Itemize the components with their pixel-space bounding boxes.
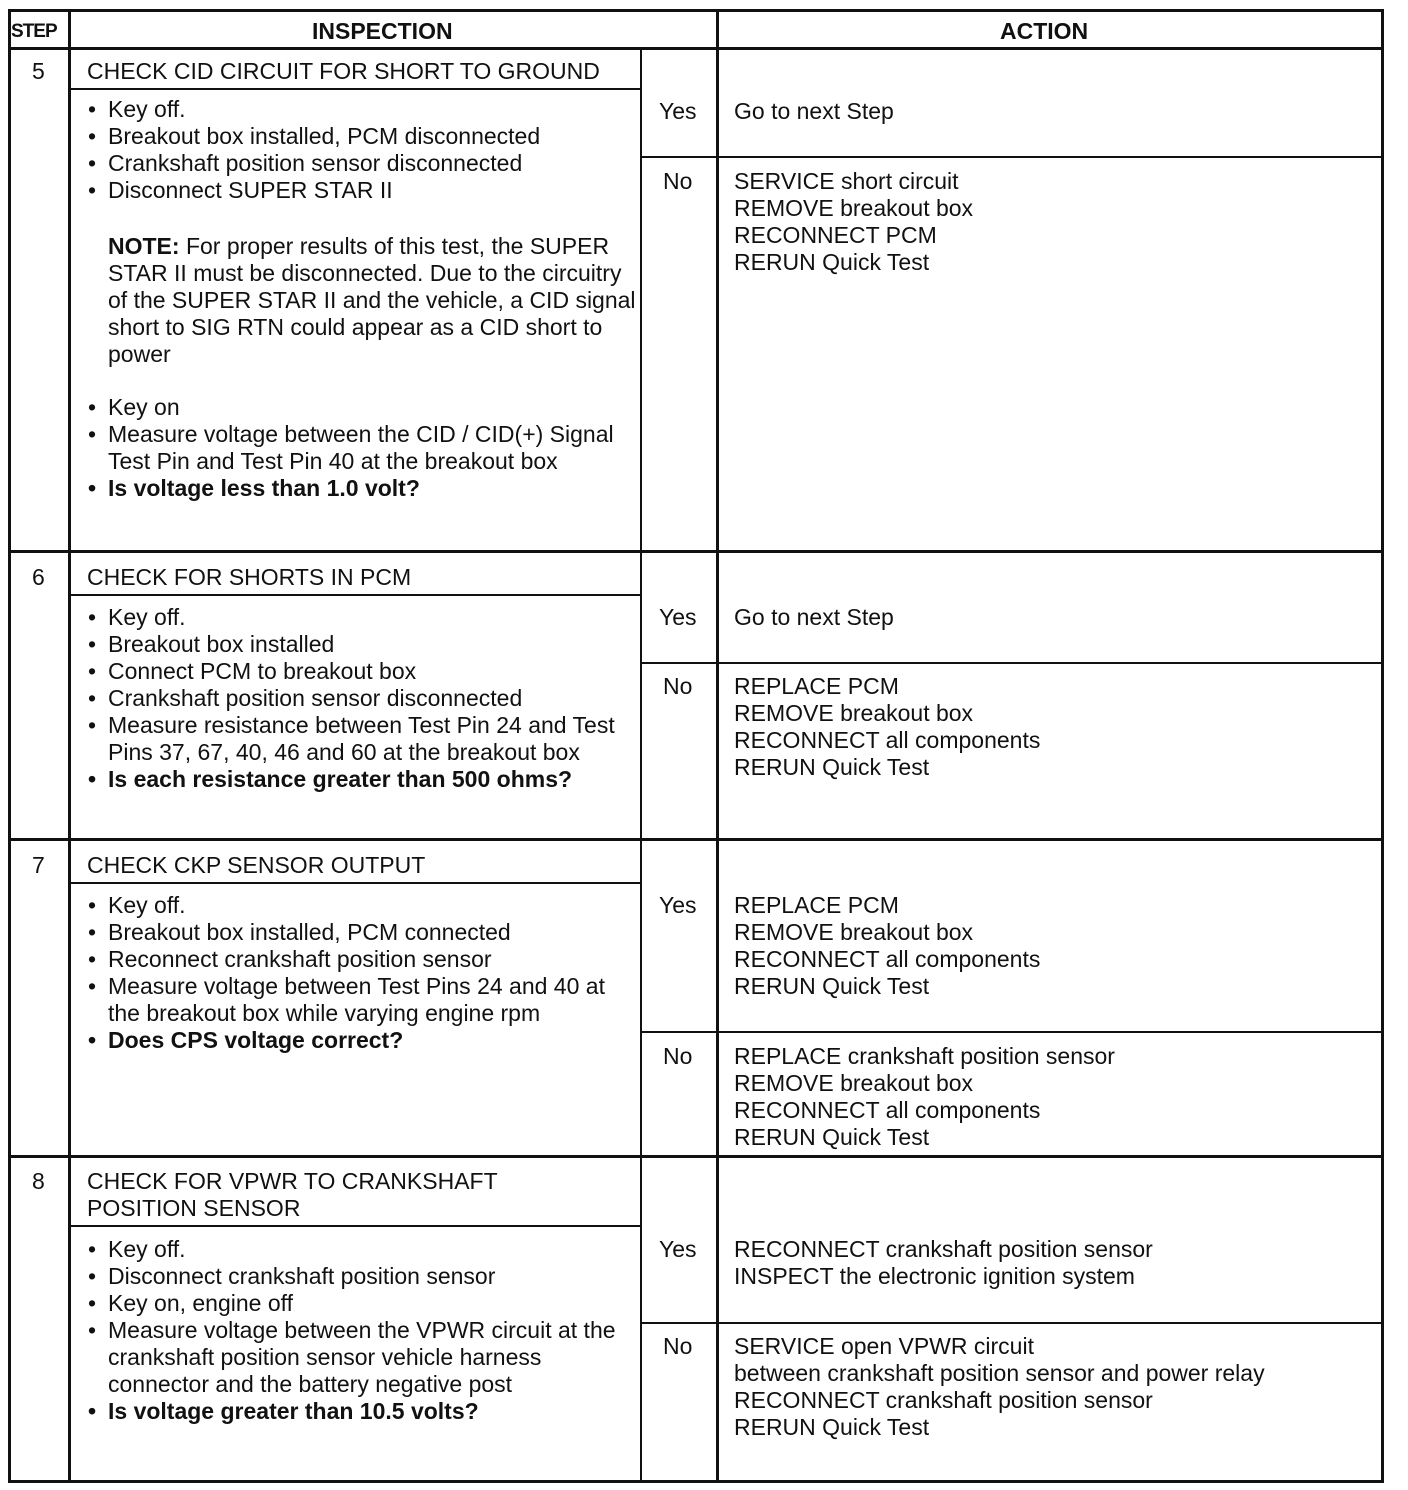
list-item: • Measure voltage between the CID / CID(+) Signal Test Pin and Test Pin 40 at the breakout box [86, 421, 631, 475]
step-8-checklist [86, 1236, 631, 1425]
title-underline-5 [71, 88, 641, 90]
step-title: CHECK FOR SHORTS IN PCM [87, 564, 412, 590]
step-5-checklist-a [86, 96, 631, 204]
action-line: REPLACE PCM [734, 892, 899, 918]
yesno-divider-8 [640, 1322, 1384, 1324]
action-line: RECONNECT all components [734, 727, 1041, 753]
list-item: • Measure voltage between the VPWR circuit at the crankshaft position sensor vehicle harness connector and the battery negative post [86, 1317, 631, 1398]
no-actions [734, 1333, 1265, 1441]
yesno-divider-5 [640, 156, 1384, 158]
step-5-checklist-b [86, 394, 631, 502]
header-inspection: INSPECTION [312, 18, 453, 44]
col-divider-step [68, 9, 71, 1483]
action-line: RECONNECT PCM [734, 222, 937, 248]
yes-label: Yes [659, 98, 697, 124]
title-underline-7 [71, 882, 641, 884]
list-item: • Breakout box installed [86, 631, 631, 658]
list-item: • Breakout box installed, PCM connected [86, 919, 631, 946]
list-item: • Measure resistance between Test Pin 24 and Test Pins 37, 67, 40, 46 and 60 at the breakout box [86, 712, 631, 766]
action-line: REMOVE breakout box [734, 195, 974, 221]
action-line: RECONNECT all components [734, 1097, 1041, 1123]
col-divider-action [716, 9, 719, 1483]
list-item: • Key off. [86, 604, 631, 631]
list-item-question: • Is each resistance greater than 500 ohms? [86, 766, 631, 793]
action-line: SERVICE short circuit [734, 168, 959, 194]
yes-actions [734, 1236, 1153, 1290]
no-actions [734, 673, 1040, 781]
no-label: No [663, 168, 693, 194]
action-line: Go to next Step [734, 98, 894, 124]
yesno-divider-7 [640, 1031, 1384, 1033]
yes-label: Yes [659, 892, 697, 918]
action-line: RERUN Quick Test [734, 249, 930, 275]
action-line: RERUN Quick Test [734, 1414, 930, 1440]
row-divider-7-8 [8, 1155, 1384, 1158]
action-line: INSPECT the electronic ignition system [734, 1263, 1135, 1289]
yes-label: Yes [659, 604, 697, 630]
list-item: • Key off. [86, 892, 631, 919]
list-item: • Measure voltage between Test Pins 24 and 40 at the breakout box while varying engine rpm [86, 973, 631, 1027]
list-item-question: • Does CPS voltage correct? [86, 1027, 631, 1054]
list-item: • Crankshaft position sensor disconnected [86, 685, 631, 712]
list-item-question: • Is voltage greater than 10.5 volts? [86, 1398, 631, 1425]
note-text: For proper results of this test, the SUPER STAR II must be disconnected. Due to the circuitry of the SUPER STAR II and the vehicle, a CID signal short to SIG RTN could appear as a CID short to power [108, 233, 636, 367]
title-underline-6 [71, 594, 641, 596]
action-line: between crankshaft position sensor and power relay [734, 1360, 1265, 1386]
note-label: NOTE: [108, 233, 180, 259]
list-item: • Crankshaft position sensor disconnected [86, 150, 631, 177]
action-line: REMOVE breakout box [734, 919, 974, 945]
yes-label: Yes [659, 1236, 697, 1262]
action-line: Go to next Step [734, 604, 894, 630]
step-title: CHECK CKP SENSOR OUTPUT [87, 852, 426, 878]
action-line: RECONNECT crankshaft position sensor [734, 1236, 1153, 1262]
no-label: No [663, 673, 693, 699]
list-item: • Breakout box installed, PCM disconnected [86, 123, 631, 150]
list-item-question: • Is voltage less than 1.0 volt? [86, 475, 631, 502]
action-line: RERUN Quick Test [734, 973, 930, 999]
action-line: REMOVE breakout box [734, 700, 974, 726]
list-item: • Reconnect crankshaft position sensor [86, 946, 631, 973]
yesno-divider-6 [640, 662, 1384, 664]
no-label: No [663, 1333, 693, 1359]
action-line: RECONNECT all components [734, 946, 1041, 972]
step-5-note [108, 233, 636, 368]
step-title: CHECK FOR VPWR TO CRANKSHAFT POSITION SENSOR [87, 1168, 498, 1221]
no-actions [734, 1043, 1115, 1151]
row-divider-5-6 [8, 550, 1384, 553]
no-actions [734, 168, 973, 276]
action-line: REPLACE PCM [734, 673, 899, 699]
step-number: 7 [32, 852, 45, 878]
header-divider [8, 47, 1384, 50]
list-item: • Key off. [86, 96, 631, 123]
yes-actions [734, 98, 894, 125]
action-line: RERUN Quick Test [734, 1124, 930, 1150]
no-label: No [663, 1043, 693, 1069]
row-divider-6-7 [8, 838, 1384, 841]
action-line: RERUN Quick Test [734, 754, 930, 780]
step-number: 8 [32, 1168, 45, 1194]
list-item: • Key on [86, 394, 631, 421]
action-line: REPLACE crankshaft position sensor [734, 1043, 1115, 1069]
col-divider-yesno [640, 49, 642, 1483]
list-item: • Key on, engine off [86, 1290, 631, 1317]
action-line: REMOVE breakout box [734, 1070, 974, 1096]
list-item: • Key off. [86, 1236, 631, 1263]
header-step: STEP [11, 21, 57, 42]
step-6-checklist [86, 604, 631, 793]
step-7-checklist [86, 892, 631, 1054]
list-item: • Disconnect SUPER STAR II [86, 177, 631, 204]
list-item: • Connect PCM to breakout box [86, 658, 631, 685]
action-line: SERVICE open VPWR circuit [734, 1333, 1034, 1359]
yes-actions [734, 892, 1040, 1000]
header-action: ACTION [1000, 18, 1089, 44]
title-underline-8 [71, 1225, 641, 1227]
step-title: CHECK CID CIRCUIT FOR SHORT TO GROUND [87, 58, 600, 84]
yes-actions [734, 604, 894, 631]
action-line: RECONNECT crankshaft position sensor [734, 1387, 1153, 1413]
list-item: • Disconnect crankshaft position sensor [86, 1263, 631, 1290]
step-number: 6 [32, 564, 45, 590]
step-number: 5 [32, 58, 45, 84]
